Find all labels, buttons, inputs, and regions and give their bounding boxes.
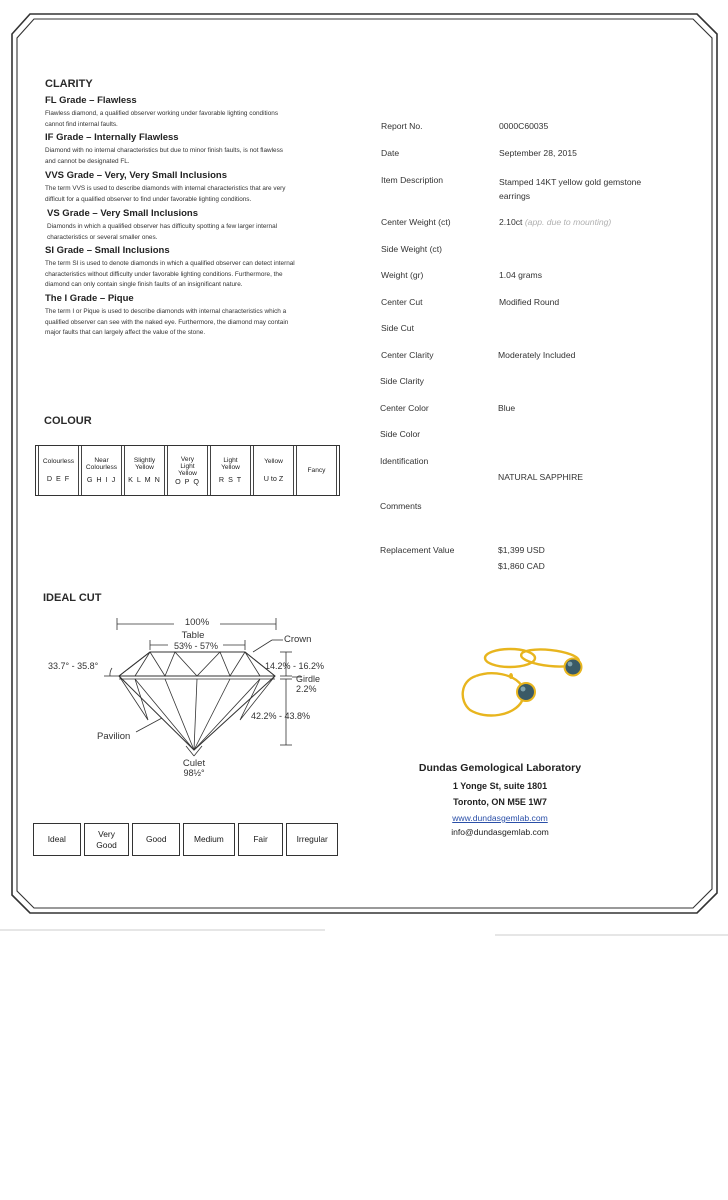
- clarity-grade-i: [45, 293, 345, 339]
- label-side-weight: Side Weight (ct): [381, 244, 442, 254]
- colour-name: Very Light Yellow: [178, 455, 197, 477]
- diagram-girdle-value: 2.2%: [296, 684, 317, 694]
- grade-text-line: diamond can only contain single finish faults of an insignificant nature.: [45, 281, 243, 288]
- cut-grade-fair: Fair: [238, 823, 284, 856]
- diagram-table-range: 53% - 57%: [173, 641, 219, 651]
- clarity-grade-vvs: [45, 170, 345, 205]
- colour-name: Near Colourless: [85, 457, 118, 471]
- value-item-description: Stamped 14KT yellow gold gemstone earrings: [499, 177, 642, 201]
- cut-grade-irregular: Irregular: [286, 823, 338, 856]
- grade-text-line: The term I or Pique is used to describe diamonds with internal characteristics which a: [45, 308, 287, 315]
- cut-grade-very-good: Very Good: [84, 823, 130, 856]
- grade-text-line: characteristics or several smaller ones.: [47, 233, 158, 241]
- label-comments: Comments: [380, 501, 422, 511]
- label-item-description: Item Description: [381, 175, 444, 185]
- diagram-culet-label: Culet: [182, 758, 206, 769]
- colour-range: D E F: [46, 474, 71, 483]
- grade-text-line: qualified observer can see with the naked eye. Furthermore, the diamond may contain: [45, 318, 289, 326]
- colour-range: R S T: [218, 475, 243, 484]
- cut-grade-scale: [33, 823, 338, 856]
- diagram-table-label: Table: [181, 630, 205, 641]
- grade-text-line: The term SI is used to denote diamonds in which a qualified observer can detect internal: [45, 260, 295, 267]
- diagram-culet-angle: 98½°: [183, 768, 205, 778]
- grade-text-line: cannot find internal faults.: [45, 120, 118, 128]
- center-weight-amount: 2.10ct: [499, 217, 523, 227]
- colour-name: Yellow: [264, 458, 283, 465]
- colour-range: G H I J: [86, 475, 117, 484]
- colour-cell: [38, 446, 79, 495]
- value-identification: NATURAL SAPPHIRE: [498, 472, 584, 482]
- lab-address-line1: 1 Yonge St, suite 1801: [452, 781, 548, 791]
- label-report-no: Report No.: [381, 121, 423, 131]
- ideal-cut-heading: IDEAL CUT: [43, 592, 102, 604]
- label-weight-gr: Weight (gr): [381, 270, 424, 280]
- lab-name: Dundas Gemological Laboratory: [418, 762, 582, 774]
- value-center-clarity: Moderately Included: [498, 350, 576, 360]
- value-date: September 28, 2015: [499, 148, 577, 158]
- lab-website-link[interactable]: www.dundasgemlab.com: [452, 813, 548, 823]
- value-center-cut: Modified Round: [499, 297, 560, 307]
- colour-range: K L M N: [128, 475, 161, 484]
- colour-name: Fancy: [307, 467, 326, 474]
- grade-text-line: Diamonds in which a qualified observer has difficulty spotting a few larger internal: [47, 223, 278, 230]
- label-identification: Identification: [380, 456, 429, 466]
- colour-cell: [210, 446, 251, 495]
- colour-cell: [167, 446, 208, 495]
- center-weight-note: (app. due to mounting): [524, 217, 612, 227]
- grade-text-line: difficult for a qualified observer to find under favorable lighting conditions.: [45, 195, 252, 203]
- value-replacement-usd: $1,399 USD: [498, 545, 545, 555]
- label-center-clarity: Center Clarity: [381, 350, 434, 360]
- grade-title: The I Grade – Pique: [45, 293, 134, 304]
- lab-website-wrap: [390, 813, 610, 823]
- cut-grade-ideal: Ideal: [33, 823, 81, 856]
- colour-cell: [296, 446, 337, 495]
- grade-text-line: and cannot be designated FL.: [45, 157, 130, 165]
- cut-grade-medium: Medium: [183, 823, 235, 856]
- colour-range: U to Z: [263, 474, 284, 483]
- earrings-photo: [452, 636, 592, 722]
- grade-text-line: major faults that can largely affect the value of the stone.: [45, 329, 206, 336]
- lab-address-line2: Toronto, ON M5E 1W7: [453, 797, 547, 807]
- grade-title: SI Grade – Small Inclusions: [45, 245, 170, 256]
- label-side-clarity: Side Clarity: [380, 376, 424, 386]
- diagram-width-label: 100%: [184, 617, 210, 628]
- clarity-grade-fl: [45, 95, 345, 130]
- value-center-weight: [499, 217, 611, 227]
- label-side-color: Side Color: [380, 429, 421, 439]
- label-replacement-value: Replacement Value: [380, 545, 455, 555]
- label-center-cut: Center Cut: [381, 297, 423, 307]
- colour-cell: [81, 446, 122, 495]
- clarity-grade-vs: [47, 208, 347, 243]
- diagram-crown-label: Crown: [284, 634, 312, 645]
- diagram-girdle-label: Girdle: [296, 674, 321, 684]
- value-weight-gr: 1.04 grams: [499, 270, 542, 280]
- diagram-crown-angle: 33.7° - 35.8°: [48, 661, 99, 671]
- colour-name: Colourless: [42, 458, 75, 465]
- clarity-heading: CLARITY: [45, 78, 93, 90]
- grade-text-line: The term VVS is used to describe diamonds with internal characteristics that are very: [45, 185, 286, 192]
- colour-heading: COLOUR: [44, 415, 92, 427]
- grade-text-line: characteristics without difficulty under favorable lighting conditions. Furthermore, the: [45, 270, 283, 278]
- colour-range: O P Q: [175, 476, 200, 486]
- value-replacement-cad: $1,860 CAD: [498, 561, 545, 571]
- cut-grade-good: Good: [132, 823, 180, 856]
- diagram-pavilion-depth: 42.2% - 43.8%: [251, 711, 311, 721]
- label-side-cut: Side Cut: [381, 323, 414, 333]
- grade-text-line: Flawless diamond, a qualified observer working under favorable lighting conditions: [45, 110, 279, 117]
- colour-scale-table: [35, 445, 340, 496]
- colour-name: Slightly Yellow: [133, 457, 156, 471]
- value-center-color: Blue: [498, 403, 516, 413]
- grade-title: FL Grade – Flawless: [45, 95, 137, 106]
- grade-text-line: Diamond with no internal characteristics but due to minor finish faults, is not flawless: [45, 147, 283, 154]
- grade-title: VVS Grade – Very, Very Small Inclusions: [45, 170, 227, 181]
- grade-title: VS Grade – Very Small Inclusions: [47, 208, 199, 219]
- clarity-grade-if: [45, 132, 345, 167]
- label-center-weight: Center Weight (ct): [381, 217, 451, 227]
- diamond-proportions-diagram: [40, 610, 340, 785]
- colour-name: Light Yellow: [221, 457, 240, 471]
- colour-cell: [253, 446, 294, 495]
- clarity-grade-si: [45, 245, 345, 291]
- grade-title: IF Grade – Internally Flawless: [45, 132, 179, 143]
- colour-cell: [124, 446, 165, 495]
- lab-email[interactable]: info@dundasgemlab.com: [451, 827, 549, 837]
- diagram-crown-height: 14.2% - 16.2%: [265, 661, 325, 671]
- label-center-color: Center Color: [380, 403, 429, 413]
- value-report-no: 0000C60035: [499, 121, 549, 131]
- label-date: Date: [381, 148, 400, 158]
- diagram-pavilion-label: Pavilion: [97, 731, 131, 742]
